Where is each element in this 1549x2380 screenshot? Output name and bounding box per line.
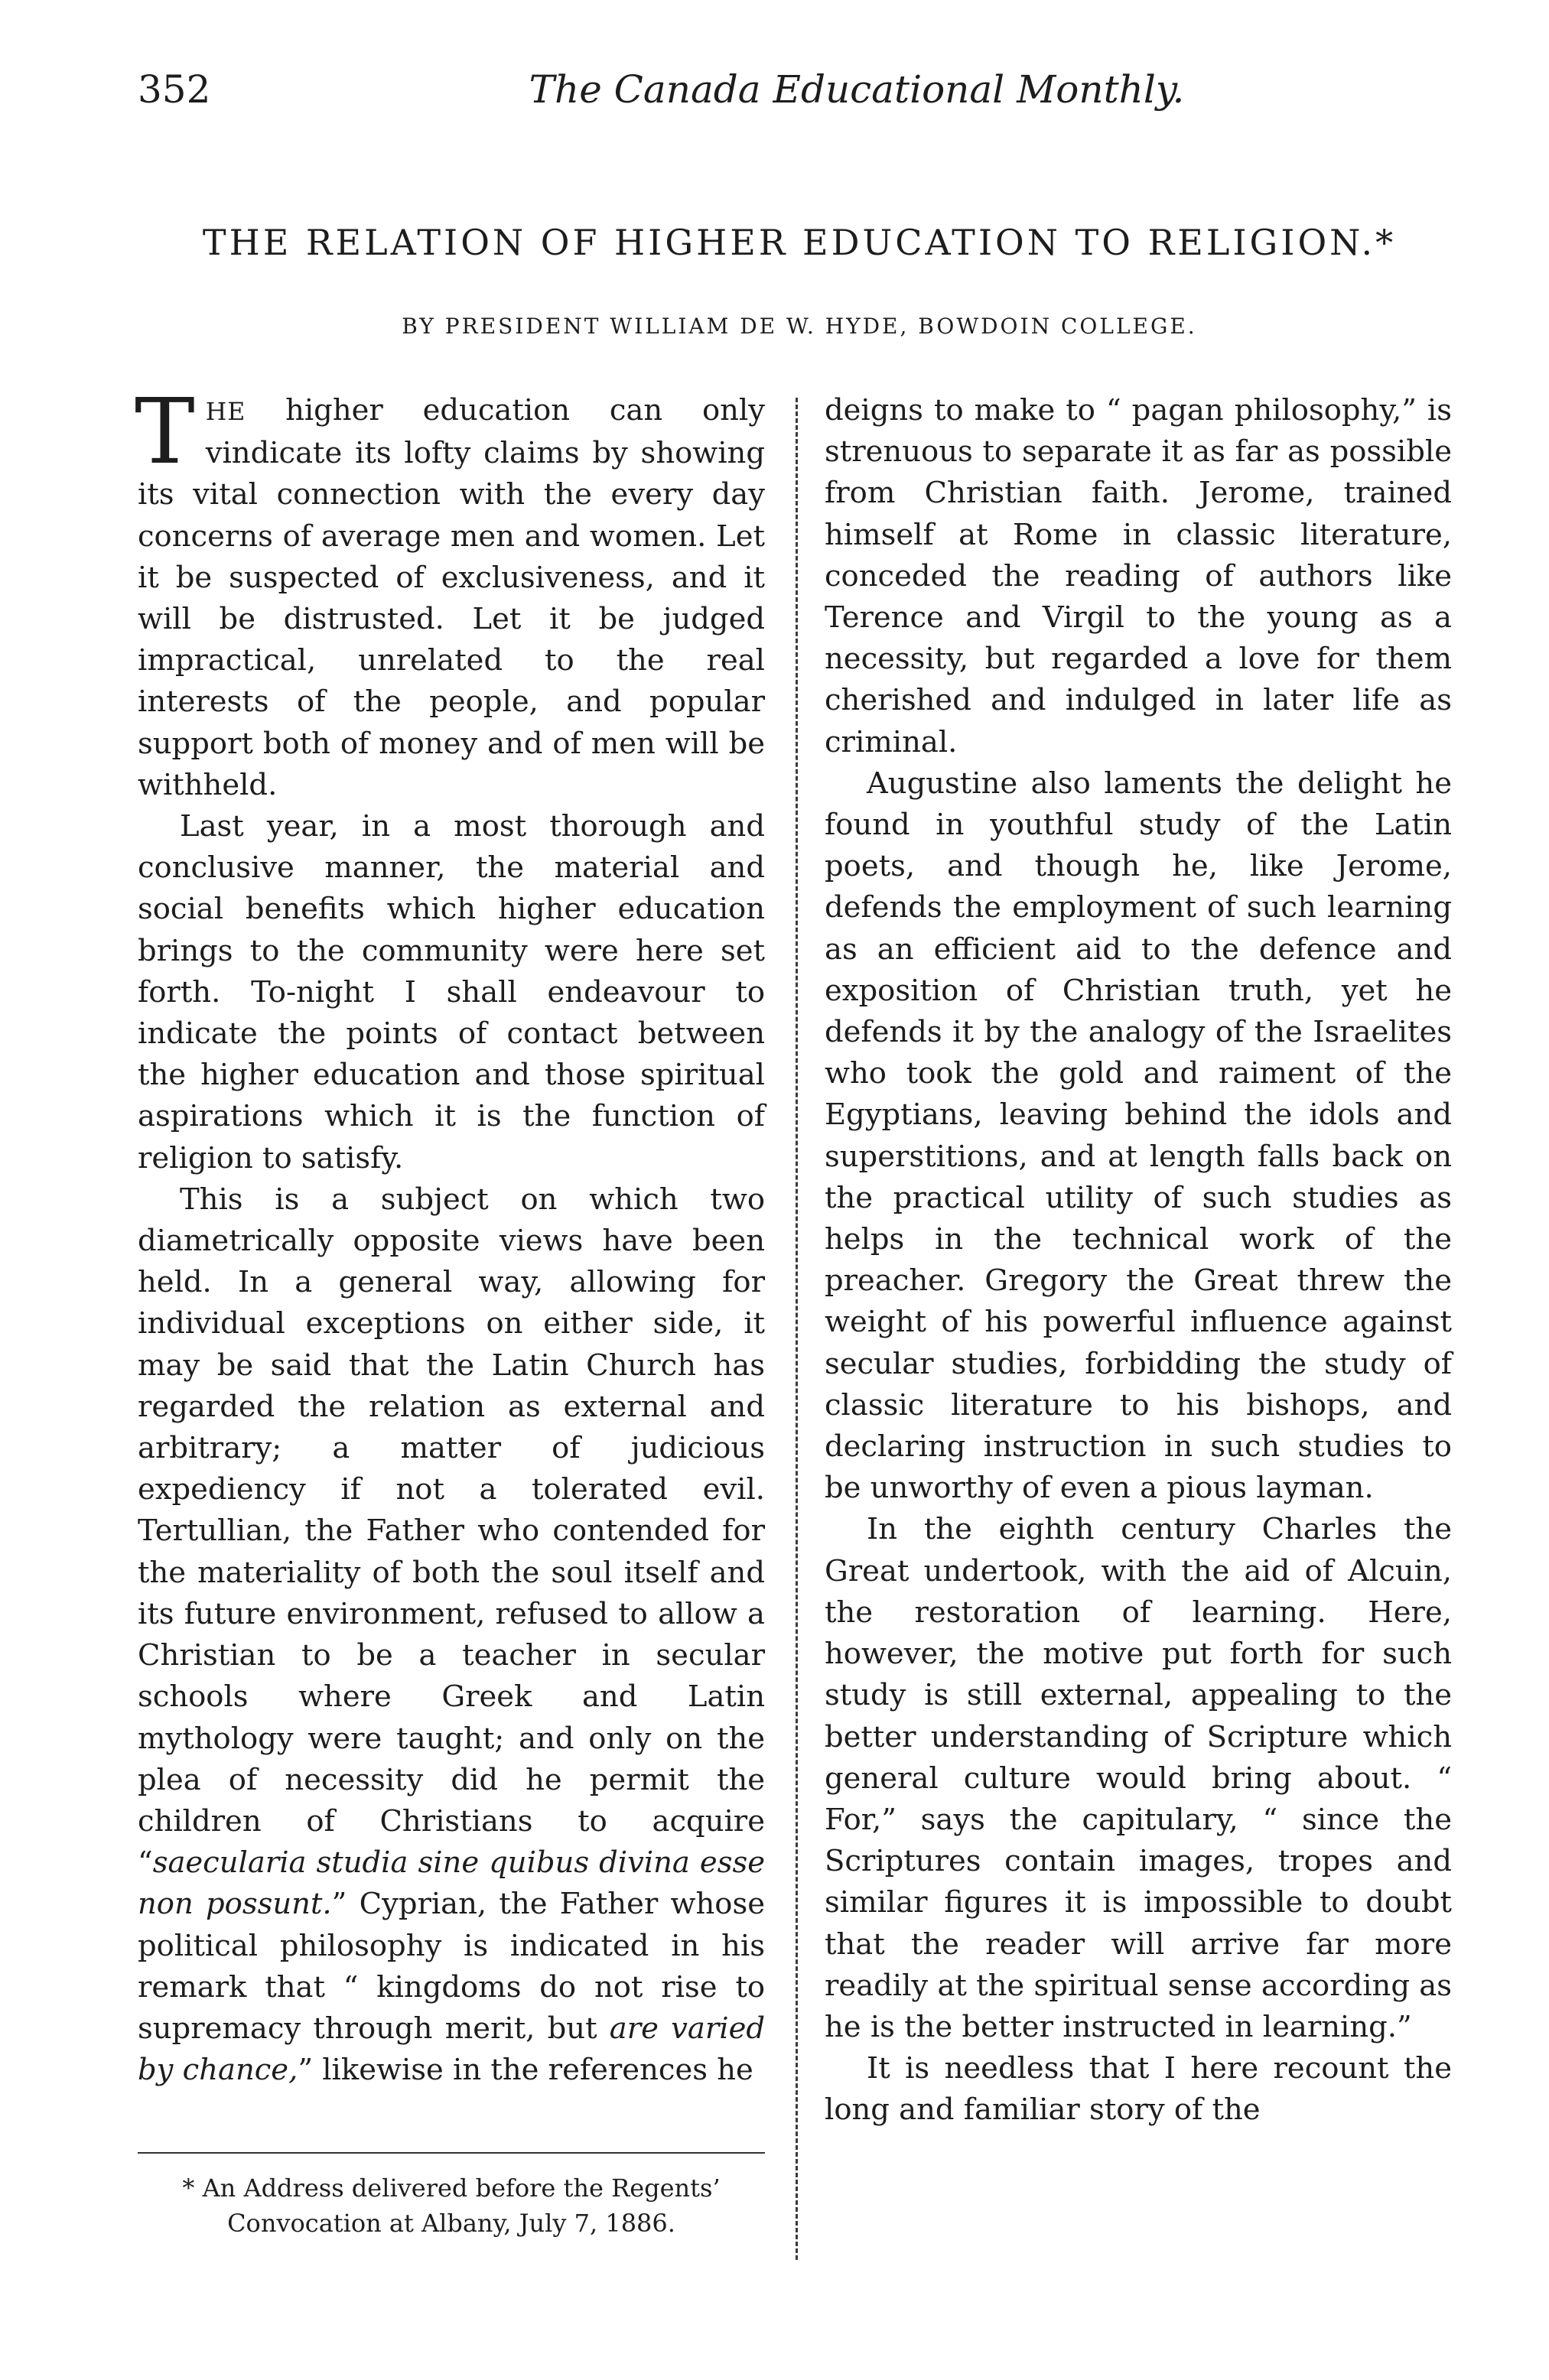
left-column (135, 379, 765, 2091)
running-head (138, 67, 1461, 121)
paragraph-text: ” likewise in the references he (298, 2053, 753, 2088)
footnote-line: * An Address delivered before the Regents’ (182, 2174, 721, 2203)
paragraph (135, 379, 765, 806)
paragraph-text: This is a subject on which two diametrically opposite views have been held. In a general way, allowing for individual exceptions on either side, it may be said that the Latin Church has regarded the relation as external and arbitrary; a matter of judicious expediency if not a tolerated evil. Tertullian, the Father who contended for the materiality of both the soul itself and its future environment, refused to allow a Christian to be a teacher in secular schools where Greek and Latin mythology were taught; and only on the plea of necessity did he permit the children of Christians to acquire “ (138, 1182, 765, 1881)
journal-title: The Canada Educational Monthly. (529, 67, 1185, 112)
footnote-rule (138, 2152, 765, 2154)
paragraph: In the eighth century Charles the Great undertook, with the aid of Alcuin, the restoration of learning. Here, however, the motive put forth for such study is still external, appealing to the better understanding of Scripture which general culture would bring about. “ For,” says the capitulary, “ since the Scriptures contain images, tropes and similar figures it is impossible to doubt that the reader will arrive far more readily at the spiritual sense according as he is the better instructed in learning.” (825, 1512, 1452, 2044)
footnote-line: Convocation at Albany, July 7, 1886. (227, 2209, 675, 2238)
paragraph: Augustine also laments the delight he found in youthful study of the Latin poets, and though he, like Jerome, defends the employment of such learning as an efficient aid to the defence and exposition of Christian truth, yet he defends it by the analogy of the Israelites who took the gold and raiment of the Egyptians, leaving behind the idols and superstitions, and at length falls back on the practical utility of such studies as helps in the technical work of the preacher. Gregory the Great threw the weight of his powerful influence against secular studies, forbidding the study of classic literature to his bishops, and declaring instruction in such studies to be unworthy of even a pious layman. (825, 766, 1452, 1506)
italic-phrase: are varied by chance, (138, 2011, 765, 2088)
paragraph (138, 1179, 765, 2091)
paragraph: It is needless that I here recount the long and familiar story of the (825, 2051, 1452, 2128)
column-rule (796, 398, 798, 2260)
latin-quote: saecularia studia sine quibus divina esse non possunt. (138, 1845, 765, 1922)
paragraph-text: higher education can only vindicate its lofty claims by showing its vital connection with the every day concerns of average men and women. Let it be suspected of exclusiveness, and it will be distrusted. Let it be judged impractical, unrelated to the real interests of the people, and popular support both of money and of men will be withheld. (138, 393, 765, 802)
paragraph-text: ” Cyprian, the Father whose political philosophy is indicated in his remark that “ kingdoms do not rise to supremacy through merit, but (138, 1887, 765, 2046)
paragraph: deigns to make to “ pagan philosophy,” is strenuous to separate it as far as possible from Christian faith. Jerome, trained himself at Rome in classic literature, conceded the reading of authors like Terence and Virgil to the young as a necessity, but regarded a love for them cherished and indulged in later life as criminal. (825, 393, 1452, 759)
lead-word: HE (205, 398, 246, 426)
footnote (138, 2170, 765, 2241)
paragraph: Last year, in a most thorough and conclusive manner, the material and social benefits which higher education brings to the community were here set forth. To-night I shall endeavour to indicate the points of contact between the higher education and those spiritual aspirations which it is the function of religion to satisfy. (138, 809, 765, 1175)
right-column (825, 390, 1452, 2131)
byline: BY PRESIDENT WILLIAM DE W. HYDE, BOWDOIN COLLEGE. (402, 314, 1197, 339)
page-number: 352 (138, 67, 211, 112)
article-title: THE RELATION OF HIGHER EDUCATION TO RELIGION.* (202, 222, 1397, 263)
drop-cap: T (135, 379, 195, 484)
